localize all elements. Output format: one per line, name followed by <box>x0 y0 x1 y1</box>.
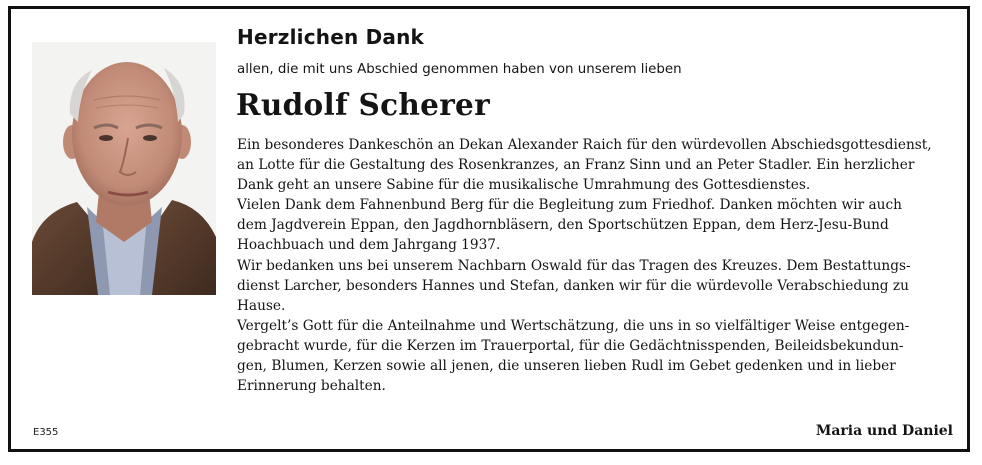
text-line: Vergelt’s Gott für die Anteilnahme und Wertschätzung, die uns in so vielfältiger Weise entgegen- <box>237 317 910 334</box>
portrait-image <box>32 42 216 295</box>
notice-frame <box>8 6 970 452</box>
text-line: dienst Larcher, besonders Hannes und Stefan, danken wir für die würdevolle Verabschiedung zu <box>237 277 909 294</box>
signature: Maria und Daniel <box>815 423 953 439</box>
text-line: dem Jagdverein Eppan, den Jagdhornbläsern, den Sportschützen Eppan, dem Herz-Jesu-Bund <box>237 217 889 234</box>
text-line: gen, Blumen, Kerzen sowie all jenen, die unseren lieben Rudl im Gebet gedenken und in lieber <box>237 358 896 375</box>
text-line: Vielen Dank dem Fahnenbund Berg für die Begleitung zum Friedhof. Danken möchten wir auch <box>237 197 902 214</box>
text-line: Dank geht an unsere Sabine für die musikalische Umrahmung des Gottesdienstes. <box>237 177 811 194</box>
notice-code: E355 <box>33 427 59 438</box>
text-line: Hause. <box>237 297 286 314</box>
notice-subline: allen, die mit uns Abschied genommen haben von unserem lieben <box>237 62 682 77</box>
text-line: Erinnerung behalten. <box>237 378 386 395</box>
portrait-photo <box>32 42 216 295</box>
notice-heading: Herzlichen Dank <box>237 25 425 49</box>
deceased-name: Rudolf Scherer <box>236 87 490 122</box>
thanks-text <box>237 135 972 396</box>
text-line: Hoachbuach und dem Jahrgang 1937. <box>237 237 501 254</box>
text-line: Ein besonderes Dankeschön an Dekan Alexander Raich für den würdevollen Abschiedsgottesdienst, <box>237 137 932 153</box>
text-line: Wir bedanken uns bei unserem Nachbarn Oswald für das Tragen des Kreuzes. Dem Bestattungs- <box>237 257 911 274</box>
text-line: gebracht wurde, für die Kerzen im Trauerportal, für die Gedächtnisspenden, Beileidsbekundun- <box>237 337 904 354</box>
text-line: an Lotte für die Gestaltung des Rosenkranzes, an Franz Sinn und an Peter Stadler. Ein herzlicher <box>237 157 915 174</box>
